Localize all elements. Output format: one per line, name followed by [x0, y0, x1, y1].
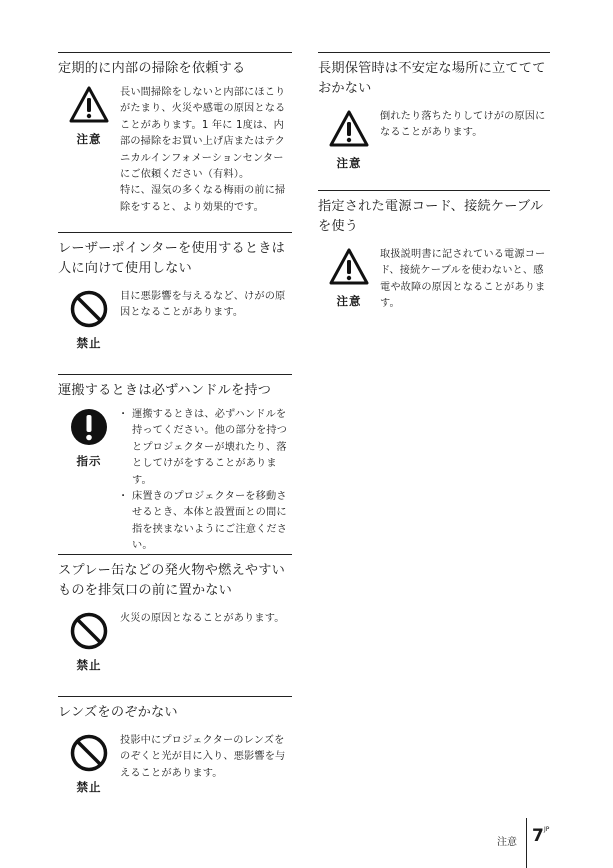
prohibition-block — [66, 289, 112, 351]
section-heading: 運搬するときは必ずハンドルを持つ — [58, 383, 272, 398]
paragraph: 取扱説明書に記されている電源コード、接続ケーブルを使わないと、感電や故障の原因となることがあります。 — [380, 249, 546, 310]
section-spray-cans — [58, 554, 292, 672]
section-text — [120, 289, 292, 322]
paragraph: 長い間掃除をしないと内部にほこりがたまり、火災や感電の原因となることがあります。1 年に 1度は、内部の掃除をお買い上げ店またはテクニカルインフォメーションセンターにご依頼ください（有料）。 — [120, 87, 286, 181]
caution-block — [326, 247, 372, 309]
section-laser-pointer — [58, 232, 292, 350]
section-heading: 定期的に内部の掃除を依頼する — [58, 61, 246, 76]
bullet-list — [120, 407, 292, 555]
prohibition-icon — [69, 611, 109, 651]
caution-triangle-icon — [328, 109, 370, 149]
section-lens — [58, 696, 292, 794]
paragraph: 投影中にプロジェクターのレンズをのぞくと光が目に入り、悪影響を与えることがあります。 — [120, 735, 286, 779]
page-number: 7 — [532, 826, 544, 846]
section-text — [120, 85, 292, 216]
section-text — [120, 733, 292, 782]
prohibition-block — [66, 733, 112, 795]
section-heading: スプレー缶などの発火物や燃えやすいものを排気口の前に置かない — [58, 563, 286, 598]
icon-label: 指示 — [76, 454, 102, 468]
caution-triangle-icon — [328, 247, 370, 287]
paragraph: 特に、湿気の多くなる梅雨の前に掃除をすると、より効果的です。 — [120, 185, 286, 213]
bullet-item: ・ 床置きのプロジェクターを移動させるとき、本体と設置面との間に指を挟まないようにご注意ください。 — [120, 489, 292, 555]
icon-label: 禁止 — [76, 780, 102, 794]
instruction-block — [66, 407, 112, 469]
section-text — [380, 247, 550, 313]
icon-label: 禁止 — [76, 658, 102, 672]
section-text — [380, 109, 550, 142]
paragraph: 目に悪影響を与えるなど、けがの原因となることがあります。 — [120, 291, 286, 319]
section-specified-cables — [318, 190, 550, 313]
section-carry-handle — [58, 374, 292, 555]
section-internal-cleaning — [58, 52, 292, 216]
section-heading: 長期保管時は不安定な場所に立ててておかない — [318, 61, 546, 96]
section-text — [120, 407, 292, 555]
icon-label: 注意 — [336, 156, 362, 170]
section-heading: 指定された電源コード、接続ケーブルを使う — [318, 199, 544, 234]
prohibition-block — [66, 611, 112, 673]
instruction-icon — [69, 407, 109, 447]
section-heading: レーザーポインターを使用するときは人に向けて使用しない — [58, 241, 286, 276]
bullet-item: ・ 運搬するときは、必ずハンドルを持ってください。他の部分を持つとプロジェクターが壊れたり、落としてけがをすることがあります。 — [120, 407, 292, 489]
prohibition-icon — [69, 289, 109, 329]
icon-label: 注意 — [76, 132, 102, 146]
caution-triangle-icon — [68, 85, 110, 125]
section-long-storage — [318, 52, 550, 170]
caution-block — [326, 109, 372, 171]
section-text — [120, 611, 292, 627]
icon-label: 禁止 — [76, 336, 102, 350]
caution-block — [66, 85, 112, 147]
paragraph: 倒れたり落ちたりしてけがの原因になることがあります。 — [380, 111, 546, 139]
icon-label: 注意 — [336, 294, 362, 308]
section-heading: レンズをのぞかない — [58, 705, 178, 720]
paragraph: 火災の原因となることがあります。 — [120, 613, 285, 624]
prohibition-icon — [69, 733, 109, 773]
footer-section-label: 注意 — [497, 837, 517, 848]
page-number-suffix: JP — [544, 826, 550, 833]
footer-divider — [526, 818, 527, 868]
